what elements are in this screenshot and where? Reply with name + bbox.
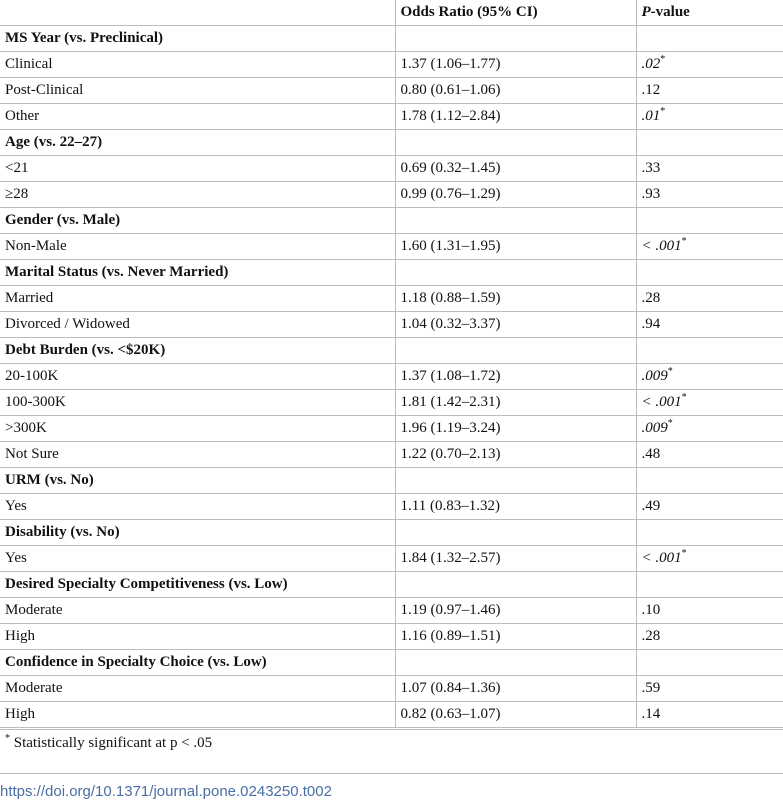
- doi-link[interactable]: https://doi.org/10.1371/journal.pone.0243250.t002: [0, 783, 332, 800]
- p-value-cell: [636, 338, 783, 364]
- table-bottom-rule: [0, 729, 783, 730]
- p-value-cell: [636, 416, 783, 442]
- row-label: Moderate: [0, 598, 395, 624]
- p-value-cell: [636, 702, 783, 728]
- row-label: Moderate: [0, 676, 395, 702]
- odds-ratio-cell: [395, 130, 636, 156]
- p-value-cell: [636, 390, 783, 416]
- p-value-text: .94: [641, 316, 661, 332]
- group-label: Age (vs. 22–27): [0, 130, 395, 156]
- p-value-cell: [636, 26, 783, 52]
- p-value-cell: [636, 572, 783, 598]
- table-row: [0, 104, 783, 130]
- row-label: High: [0, 624, 395, 650]
- header-p-italic: P: [641, 4, 651, 20]
- row-label: Post-Clinical: [0, 78, 395, 104]
- table-group-row: [0, 468, 783, 494]
- row-label: High: [0, 702, 395, 728]
- p-value-cell: [636, 286, 783, 312]
- odds-ratio-cell: 1.60 (1.31–1.95): [395, 234, 636, 260]
- p-value-cell: [636, 78, 783, 104]
- odds-ratio-cell: 1.37 (1.06–1.77): [395, 52, 636, 78]
- p-value-cell: [636, 494, 783, 520]
- row-label: Other: [0, 104, 395, 130]
- p-value-cell: [636, 182, 783, 208]
- p-value-cell: [636, 624, 783, 650]
- table-row: [0, 598, 783, 624]
- significance-marker: *: [667, 366, 673, 377]
- row-label: Yes: [0, 494, 395, 520]
- table-row: [0, 234, 783, 260]
- table-row: [0, 156, 783, 182]
- table-row: [0, 78, 783, 104]
- odds-ratio-cell: [395, 260, 636, 286]
- p-value-cell: [636, 156, 783, 182]
- significance-marker: *: [681, 548, 687, 559]
- p-value-text: .59: [641, 680, 661, 696]
- row-label: <21: [0, 156, 395, 182]
- p-value-text: .14: [641, 706, 661, 722]
- odds-ratio-cell: 1.22 (0.70–2.13): [395, 442, 636, 468]
- table-group-row: [0, 26, 783, 52]
- table-row: [0, 624, 783, 650]
- table-header-row: [0, 0, 783, 26]
- table-row: [0, 494, 783, 520]
- table-row: [0, 676, 783, 702]
- p-value-text: .33: [641, 160, 661, 176]
- header-p-value: [636, 0, 783, 26]
- table-footnote: [0, 735, 783, 752]
- p-value-cell: [636, 468, 783, 494]
- table-row: [0, 286, 783, 312]
- odds-ratio-cell: 1.81 (1.42–2.31): [395, 390, 636, 416]
- p-value-text: .009: [641, 420, 668, 436]
- table-group-row: [0, 130, 783, 156]
- table-group-row: [0, 338, 783, 364]
- table-group-row: [0, 650, 783, 676]
- p-value-cell: [636, 312, 783, 338]
- footnote-text: Statistically significant at p < .05: [10, 735, 213, 751]
- odds-ratio-cell: 1.96 (1.19–3.24): [395, 416, 636, 442]
- group-label: Disability (vs. No): [0, 520, 395, 546]
- odds-ratio-cell: [395, 338, 636, 364]
- table-row: [0, 546, 783, 572]
- significance-marker: *: [660, 106, 666, 117]
- p-value-text: .28: [641, 628, 661, 644]
- table-row: [0, 442, 783, 468]
- p-value-cell: [636, 260, 783, 286]
- odds-ratio-cell: 1.04 (0.32–3.37): [395, 312, 636, 338]
- p-value-text: < .001: [641, 550, 682, 566]
- significance-marker: *: [681, 236, 687, 247]
- header-odds-ratio: Odds Ratio (95% CI): [395, 0, 636, 26]
- odds-ratio-cell: 0.99 (0.76–1.29): [395, 182, 636, 208]
- odds-ratio-cell: 0.82 (0.63–1.07): [395, 702, 636, 728]
- p-value-cell: [636, 650, 783, 676]
- table-row: [0, 416, 783, 442]
- p-value-text: .01: [641, 108, 661, 124]
- footnote-marker: *: [5, 733, 10, 744]
- odds-ratio-cell: 1.84 (1.32–2.57): [395, 546, 636, 572]
- header-variable: [0, 0, 395, 26]
- row-label: 20-100K: [0, 364, 395, 390]
- p-value-text: .49: [641, 498, 661, 514]
- p-value-text: .93: [641, 186, 661, 202]
- group-label: Gender (vs. Male): [0, 208, 395, 234]
- p-value-cell: [636, 104, 783, 130]
- odds-ratio-cell: 1.78 (1.12–2.84): [395, 104, 636, 130]
- row-label: Yes: [0, 546, 395, 572]
- odds-ratio-cell: [395, 208, 636, 234]
- table-group-row: [0, 208, 783, 234]
- row-label: ≥28: [0, 182, 395, 208]
- odds-ratio-cell: 0.69 (0.32–1.45): [395, 156, 636, 182]
- p-value-text: .10: [641, 602, 661, 618]
- table-row: [0, 390, 783, 416]
- table-row: [0, 52, 783, 78]
- odds-ratio-cell: [395, 468, 636, 494]
- group-label: Desired Specialty Competitiveness (vs. Low): [0, 572, 395, 598]
- p-value-text: .12: [641, 82, 661, 98]
- p-value-text: .48: [641, 446, 661, 462]
- p-value-cell: [636, 208, 783, 234]
- group-label: Confidence in Specialty Choice (vs. Low): [0, 650, 395, 676]
- odds-ratio-cell: 1.07 (0.84–1.36): [395, 676, 636, 702]
- p-value-cell: [636, 52, 783, 78]
- row-label: Clinical: [0, 52, 395, 78]
- row-label: >300K: [0, 416, 395, 442]
- group-label: URM (vs. No): [0, 468, 395, 494]
- significance-marker: *: [667, 418, 673, 429]
- p-value-cell: [636, 442, 783, 468]
- p-value-cell: [636, 546, 783, 572]
- p-value-text: .009: [641, 368, 668, 384]
- significance-marker: *: [681, 392, 687, 403]
- footnote-rule: [0, 773, 783, 774]
- table-row: [0, 312, 783, 338]
- table-body: [0, 26, 783, 728]
- p-value-cell: [636, 234, 783, 260]
- odds-ratio-cell: 1.37 (1.08–1.72): [395, 364, 636, 390]
- row-label: Not Sure: [0, 442, 395, 468]
- odds-ratio-cell: 1.19 (0.97–1.46): [395, 598, 636, 624]
- p-value-text: < .001: [641, 394, 682, 410]
- p-value-text: .28: [641, 290, 661, 306]
- row-label: 100-300K: [0, 390, 395, 416]
- p-value-cell: [636, 520, 783, 546]
- odds-ratio-cell: 1.11 (0.83–1.32): [395, 494, 636, 520]
- group-label: MS Year (vs. Preclinical): [0, 26, 395, 52]
- odds-ratio-cell: [395, 520, 636, 546]
- table-row: [0, 182, 783, 208]
- odds-ratio-cell: 1.16 (0.89–1.51): [395, 624, 636, 650]
- significance-marker: *: [660, 54, 666, 65]
- p-value-cell: [636, 130, 783, 156]
- table-row: [0, 702, 783, 728]
- p-value-cell: [636, 676, 783, 702]
- p-value-cell: [636, 364, 783, 390]
- group-label: Debt Burden (vs. <$20K): [0, 338, 395, 364]
- header-p-rest: -value: [650, 4, 690, 20]
- p-value-cell: [636, 598, 783, 624]
- odds-ratio-cell: [395, 572, 636, 598]
- table-row: [0, 364, 783, 390]
- group-label: Marital Status (vs. Never Married): [0, 260, 395, 286]
- odds-ratio-cell: 0.80 (0.61–1.06): [395, 78, 636, 104]
- row-label: Divorced / Widowed: [0, 312, 395, 338]
- p-value-text: < .001: [641, 238, 682, 254]
- p-value-text: .02: [641, 56, 661, 72]
- odds-ratio-cell: 1.18 (0.88–1.59): [395, 286, 636, 312]
- odds-ratio-cell: [395, 26, 636, 52]
- table-group-row: [0, 520, 783, 546]
- odds-ratio-cell: [395, 650, 636, 676]
- table-group-row: [0, 260, 783, 286]
- row-label: Married: [0, 286, 395, 312]
- row-label: Non-Male: [0, 234, 395, 260]
- table-group-row: [0, 572, 783, 598]
